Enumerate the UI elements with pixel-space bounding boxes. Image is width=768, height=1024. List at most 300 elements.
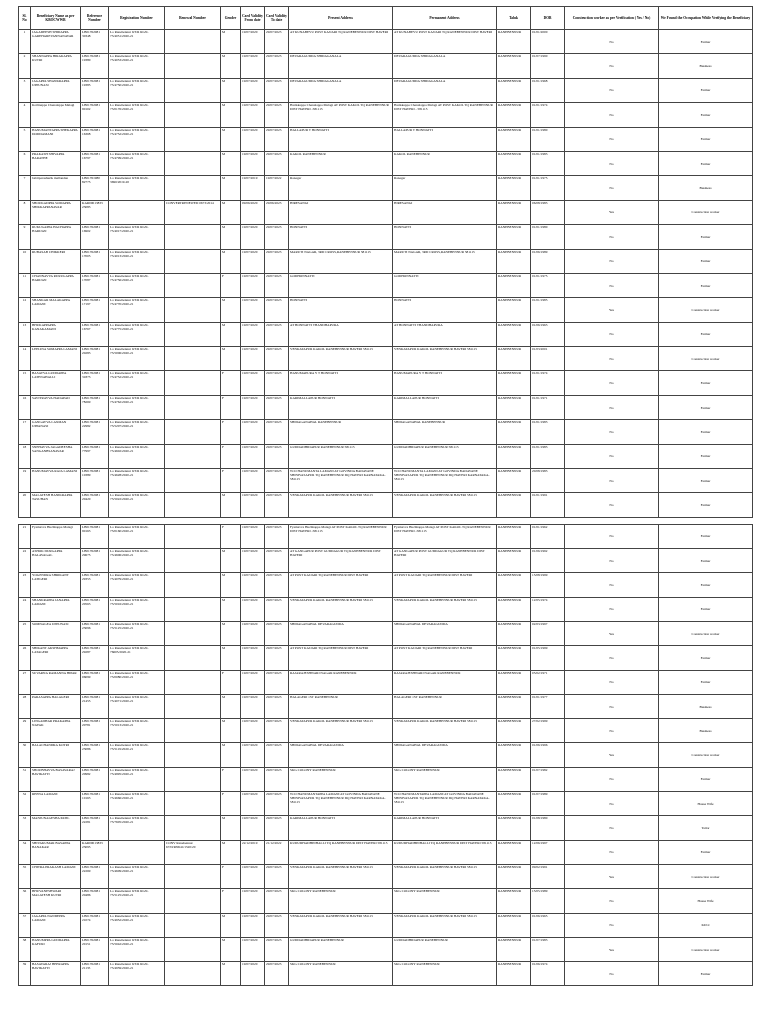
cell-to: 29/07/2023 [265,719,289,743]
table-row [19,573,753,597]
cell-g: M [221,549,241,573]
cell-sl: 23 [19,573,31,597]
cell-occ: Farmer [659,30,753,54]
cell-reg: Lo Ranebennur 9/3/R RGN-73/5006/2020-21 [109,347,165,371]
cell-occ: Farmer [659,395,753,419]
cell-taluk: RANEBENNUR [497,30,531,54]
beneficiary-table [18,6,753,518]
cell-ref: LB01762081 17005 [81,249,109,273]
cell-from: 19/07/2020 [241,151,265,175]
cell-occ: KULI [659,913,753,937]
cell-ref: LB01762081 77997 [81,444,109,468]
cell-reg: Lo Ranebennur 9/3/R RGN-73/4995/2020-21 [109,767,165,791]
cell-name: JAGAPPA SHANKRAPPA UPPUNASI [31,78,81,102]
cell-taluk: RANEBENNUR [497,646,531,670]
cell-taluk: RANEBENNUR [497,225,531,249]
cell-pres: AT KUNABEVU POST KAJJARI TQ RANEBENNUR DIST HAVERI [289,30,393,54]
cell-to: 29/07/2023 [265,792,289,816]
cell-to: 29/07/2023 [265,816,289,840]
cell-taluk: RANEBENNUR [497,694,531,718]
cell-sl: 3 [19,78,31,102]
cell-name: GANGAVVA LAXMAN UPPANASI [31,420,81,444]
cell-perm: SKG COLONY RANEBENNUR [393,889,497,913]
cell-from: 19/07/2020 [241,298,265,322]
cell-pres: VENKATAPUR KAKOL RANEBENNUR HAVERI 581115 [289,347,393,371]
cell-g: F [221,792,241,816]
cell-dob: 01/06/1992 [531,549,565,573]
cell-cw: No [565,444,659,468]
cell-dob: 01/01/1985 [531,298,565,322]
cell-perm: VENKATAPUR KAKOL RANEBENNUR HAVERI 581115 [393,597,497,621]
cell-ref: LB01762081 22982 [81,420,109,444]
cell-reg: Lo Ranebennur 9/3/R RGN-73/4952/2020-21 [109,913,165,937]
cell-taluk: RANEBENNUR [497,200,531,224]
cell-pres: SHIDAGANAHAL RANEBENNUR [289,420,393,444]
cell-perm: GUDDADHIDAPUR RANEBENNUR [393,937,497,961]
cell-perm: AT HONNATTI THANDHAPURA [393,322,497,346]
cell-name: SAVITRAVVA HADAPAD [31,395,81,419]
cell-pres: W/O HANUMANTAPPA LAMANI AT GOVINDA BADAVANE SHINIVASAPUR TQ RANEBENNUR DQ HAVERI KARNATAKA-581115 [289,792,393,816]
cell-occ: Farmer [659,225,753,249]
cell-pres: HALLAPUR T HONNATTI [289,127,393,151]
cell-sl: 32 [19,792,31,816]
cell-perm: AT GANGAPUR POST GUDDAGUR TQ RANEBENNUR DIST HAVERI [393,549,497,573]
cell-occ: Farmer [659,840,753,864]
cell-g: F [221,524,241,548]
cell-taluk: RANEBENNUR [497,549,531,573]
table-row [19,322,753,346]
cell-sl: 11 [19,273,31,297]
cell-to: 29/07/2023 [265,767,289,791]
cell-to: 29/07/2023 [265,322,289,346]
cell-name: BHUVANESHWARI MALATESH KUTRI [31,889,81,913]
cell-occ: Farmer [659,78,753,102]
column-header: Sl. No [19,7,31,30]
cell-sl: 15 [19,371,31,395]
cell-name: CHITRA PRAKASH LAMANI [31,864,81,888]
cell-ref: LB01762081 29287 [81,646,109,670]
cell-to: 21/12/2022 [265,840,289,864]
cell-taluk: RANEBENNUR [497,743,531,767]
cell-occ: Farmer [659,524,753,548]
cell-name: MALATESH HANIKRAPPA TASUHAN [31,493,81,517]
cell-sl: 21 [19,524,31,548]
cell-ref: LB01761980 82775 [81,176,109,200]
cell-name: Fyamavva Huchhappa Malagi [31,524,81,548]
cell-ref: LB01762081 19380 [81,54,109,78]
cell-to: 29/07/2023 [265,524,289,548]
cell-taluk: RANEBENNUR [497,469,531,493]
cell-g: M [221,54,241,78]
cell-from: 19/07/2020 [241,694,265,718]
cell-dob: 12/05/1974 [531,597,565,621]
cell-reg: Lo Ranebennur 9/3/R RGN-73/5125/2020-21 [109,622,165,646]
cell-dob: 01/01/1968 [531,78,565,102]
cell-taluk: RANEBENNUR [497,767,531,791]
cell-perm: W/O HANUMANTA LAMANI AT GOVINDA BADAVANE SHINIVASAPUR TQ RANEBENNUR DQ HAVERI KARNATAKA-581115 [393,469,497,493]
cell-pres: HONNATTI [289,298,393,322]
cell-name: BASAVARAJ BEERAPPA BAVIKATTI [31,962,81,986]
table-row [19,444,753,468]
cell-from: 19/07/2020 [241,395,265,419]
cell-name: CHANNAVVA RURUGAPPA HARIJAN [31,273,81,297]
cell-perm: HALLAPUR T HONNATTI [393,127,497,151]
cell-cw: No [565,493,659,517]
column-header: Renewal Number [165,7,221,30]
cell-pres: KARIMALLAPUR HONNATTI [289,395,393,419]
cell-taluk: RANEBENNUR [497,816,531,840]
cell-ref: LB01762081 23086 [81,743,109,767]
cell-perm: VENKATAPUR KAKOL RANEBENNUR HAVERI 581115 [393,347,497,371]
cell-perm: KAKOL RANEBENNUR [393,151,497,175]
cell-pres: VENKATAPUR KAKOL RANEBENNUR HAVERI 581115 [289,719,393,743]
cell-ren [165,962,221,986]
cell-taluk: RANEBENNUR [497,792,531,816]
cell-g: M [221,719,241,743]
cell-name: JAGAPPA NANDEPPA LAMANI [31,913,81,937]
column-header: Card Validity To date [265,7,289,30]
cell-to: 29/07/2023 [265,493,289,517]
cell-reg: Lo Ranebennur 9/3/R RGN-73/4666/2020-21 [109,792,165,816]
cell-to: 29/07/2023 [265,444,289,468]
cell-dob: 12/06/1997 [531,840,565,864]
cell-sl: 38 [19,937,31,961]
cell-g: M [221,78,241,102]
cell-cw: Yes [565,864,659,888]
cell-pres: GUDDADHIDAPUR RANEBENNUR 581115 [289,444,393,468]
cell-cw: Yes [565,298,659,322]
cell-from: 19/07/2020 [241,913,265,937]
cell-dob: 01/01/1991 [531,493,565,517]
cell-g: F [221,469,241,493]
cell-cw: No [565,962,659,986]
cell-g: M [221,743,241,767]
cell-ren [165,30,221,54]
cell-to: 29/07/2023 [265,670,289,694]
table-row [19,719,753,743]
cell-ren [165,151,221,175]
cell-name: LINGADHAR PRAKAPPA NAYAK [31,719,81,743]
cell-dob: 01/07/1982 [531,767,565,791]
cell-ref: LB01762081 22269 [81,864,109,888]
cell-ref: LB01762081 20563 [81,597,109,621]
cell-cw: Yes [565,937,659,961]
cell-ren [165,694,221,718]
cell-occ: Tailor [659,816,753,840]
cell-name: JAGADEESH SHIDAPPA GAREHAREVANNANAVAR [31,30,81,54]
cell-sl: 34 [19,840,31,864]
cell-to: 29/07/2023 [265,573,289,597]
cell-cw: No [565,395,659,419]
cell-dob: 20/08/1983 [531,469,565,493]
cell-ren [165,78,221,102]
cell-reg: Lo Ranebennur 9/3/R RGN-73/5022/2020-21 [109,493,165,517]
cell-cw: No [565,322,659,346]
table-row [19,694,753,718]
cell-reg: Lo Ranebennur 9/3/R RGN-73/4775/2020-21 [109,322,165,346]
cell-ref: LB01762081 10163 [81,792,109,816]
table-row [19,54,753,78]
table-row [19,127,753,151]
cell-name: RUBASAB CHIKKERI [31,249,81,273]
cell-ren [165,913,221,937]
cell-pres: Fyamavva Huchhappa Malagi AT POST KAKOL TQ RANEBENNUR DIST HAVERI -581115 [289,524,393,548]
cell-occ: Construction worker [659,200,753,224]
cell-name: RUKUGAPPA HACHAPPA HARIJAN [31,225,81,249]
cell-g: M [221,913,241,937]
cell-taluk: RANEBENNUR [497,249,531,273]
cell-perm: SKG COLONY RANEBENNUR [393,767,497,791]
cell-pres: AT POST KAJJARI TQ RANEBENNUR DIST HAVERI [289,646,393,670]
cell-ren [165,646,221,670]
cell-reg: Lo Ranebennur 9/3/R RGN-3690/2019-20 [109,176,165,200]
cell-name: BASAVVA GUDDAPPA LATENAHALLI [31,371,81,395]
cell-sl: 9 [19,225,31,249]
cell-pres: SHIDAGANAHAL DEVARAGUDDA [289,622,393,646]
cell-occ: Construction worker [659,864,753,888]
cell-perm: AT POST KAJJARI TQ RANEBENNUR DIST HAVERI [393,573,497,597]
cell-ren [165,322,221,346]
cell-dob: 15/08/1999 [531,573,565,597]
cell-perm: HONNATTI [393,298,497,322]
cell-taluk: RANEBENNUR [497,371,531,395]
cell-dob: 01/07/1989 [531,792,565,816]
column-header: Taluk [497,7,531,30]
cell-reg: Lo Ranebennur 9/3/R RGN-73/5042/2020-21 [109,937,165,961]
cell-g: F [221,420,241,444]
cell-from: 19/07/2020 [241,249,265,273]
cell-name: SOMNAGEA UPPUNASI [31,622,81,646]
cell-occ: Construction worker [659,743,753,767]
cell-name: SUVARNA RAMANNA HIPAR [31,670,81,694]
cell-reg [109,840,165,864]
cell-taluk: RANEBENNUR [497,913,531,937]
cell-cw: No [565,889,659,913]
cell-pres: HONNATTI [289,225,393,249]
cell-pres: W/O HANUMANTA LAMANI AT GOVINDA BADAVANE SHINIVASAPUR TQ RANEBENNUR DQ HAVERI KARNATAKA-581115 [289,469,393,493]
cell-to: 29/07/2023 [265,549,289,573]
cell-ref: LB01762081 17197 [81,298,109,322]
cell-reg [109,200,165,224]
cell-sl: 17 [19,420,31,444]
cell-to: 29/06/2023 [265,200,289,224]
cell-name: SHIVAKUMAR BASAPPA BANAKAR [31,840,81,864]
cell-occ: Farmer [659,670,753,694]
cell-from: 19/07/2020 [241,444,265,468]
table-row [19,469,753,493]
cell-sl: 35 [19,864,31,888]
cell-ren [165,622,221,646]
table-row [19,670,753,694]
cell-dob: 01/01/1975 [531,273,565,297]
cell-perm: AT KUNABEVU POST KAJJARI TQ RANEBENNUR DIST HAVERI [393,30,497,54]
cell-cw: No [565,670,659,694]
cell-taluk: RANEBENNUR [497,670,531,694]
table-row [19,549,753,573]
cell-sl: 12 [19,298,31,322]
cell-pres: SKG COLONY RANEBENNUR [289,962,393,986]
cell-perm: Fyamavva Huchhappa Malagi AT POST KAKOL TQ RANEBENNUR DIST HAVERI -581115 [393,524,497,548]
cell-name: SNEHAVVA JAGADEESHA SANGANBSANAVAR [31,444,81,468]
cell-to: 29/07/2023 [265,937,289,961]
cell-ren [165,298,221,322]
cell-dob: 01/01/1983 [531,151,565,175]
cell-reg: Lo Ranebennur 9/3/R RGN-73/4071/2020-21 [109,694,165,718]
cell-to: 29/07/2023 [265,54,289,78]
cell-reg: Lo Ranebennur 9/3/R RGN-73/4752/2020-21 [109,371,165,395]
cell-to: 29/07/2023 [265,864,289,888]
cell-sl: 24 [19,597,31,621]
cell-reg: Lo Ranebennur 9/3/R RGN-73/5016/2020-21 [109,597,165,621]
cell-dob: 01/01/1983 [531,444,565,468]
cell-occ: Farmer [659,322,753,346]
cell-taluk: RANEBENNUR [497,176,531,200]
cell-pres: VENKATAPUR KAKOL RANEBENNUR HAVERI 581115 [289,597,393,621]
cell-ren [165,420,221,444]
cell-dob: 01/01/1975 [531,176,565,200]
cell-occ: Farmer [659,444,753,468]
column-header: Reference Number [81,7,109,30]
cell-sl: 5 [19,127,31,151]
cell-occ: Business [659,54,753,78]
cell-pres: DEVARAGUDDA SHIDAGANALA [289,54,393,78]
cell-from: 19/07/2020 [241,719,265,743]
cell-sl: 29 [19,719,31,743]
cell-pres: SKG COLONY RANEBENNUR [289,767,393,791]
cell-dob: 01/01/1971 [531,395,565,419]
table-row [19,151,753,175]
cell-perm: VENKATAPUR KAKOL RANEBENNUR HAVERI 581115 [393,864,497,888]
cell-ref: LB01762081 19385 [81,78,109,102]
cell-ren [165,493,221,517]
cell-perm: SHIDAGANAHAL RANEBENNUR [393,420,497,444]
cell-sl: 37 [19,913,31,937]
cell-occ: Farmer [659,646,753,670]
cell-from: 19/07/2020 [241,864,265,888]
cell-ref: LB01762081 21074 [81,913,109,937]
cell-perm: VENKATAPUR KAKOL RANEBENNUR HAVERI 581115 [393,719,497,743]
cell-cw: No [565,840,659,864]
cell-cw: No [565,597,659,621]
cell-from: 19/07/2020 [241,127,265,151]
cell-ren [165,249,221,273]
cell-from: 19/07/2020 [241,30,265,54]
cell-ref: LB01762081 06099 [81,670,109,694]
cell-reg: Lo Ranebennur 9/3/R RGN-73/4756/2020-21 [109,273,165,297]
cell-cw: No [565,913,659,937]
cell-dob: 01/01/2000 [531,30,565,54]
cell-g: M [221,573,241,597]
cell-name: babitparashurik mallandan [31,176,81,200]
cell-dob: 27/02/1999 [531,719,565,743]
cell-g: M [221,151,241,175]
cell-taluk: RANEBENNUR [497,347,531,371]
cell-to: 29/07/2023 [265,622,289,646]
cell-dob: 01/05/1999 [531,646,565,670]
cell-ref: LB01762081 22281 [81,816,109,840]
cell-dob: 01/01/1974 [531,103,565,127]
cell-g: F [221,395,241,419]
cell-sl: 1 [19,30,31,54]
cell-ren [165,347,221,371]
cell-g: M [221,646,241,670]
cell-cw: Yes [565,743,659,767]
cell-name: PRAKASH SHIVAPPA BARATHE [31,151,81,175]
cell-occ: Farmer [659,249,753,273]
cell-ren [165,176,221,200]
cell-ren [165,549,221,573]
cell-from: 19/07/2020 [241,420,265,444]
cell-reg: Lo Ranebennur 9/3/R RGN-73/4602/2020-21 [109,444,165,468]
cell-to: 29/07/2023 [265,962,289,986]
cell-g: M [221,30,241,54]
cell-name: HANUMPPA GUDDAPPA KAFURI [31,937,81,961]
cell-to: 29/07/2023 [265,371,289,395]
cell-name: BALACHANDRA KOTRI [31,743,81,767]
cell-name: PARASAPPA HALAGERI [31,694,81,718]
cell-ren [165,864,221,888]
cell-reg: Lo Ranebennur 9/3/R RGN-73/5119/2020-21 [109,743,165,767]
cell-perm: VENKATAPUR KAKOL RANEBENNUR HAVERI 581115 [393,913,497,937]
cell-ref: LB01762081 90102 [81,103,109,127]
cell-taluk: RANEBENNUR [497,937,531,961]
cell-sl: 20 [19,493,31,517]
cell-g: F [221,767,241,791]
cell-ref: KAR00013833 23095 [81,840,109,864]
table-row [19,200,753,224]
cell-ren [165,371,221,395]
cell-reg: Lo Ranebennur 9/3/R RGN-76605/2020-21 [109,646,165,670]
table-row [19,622,753,646]
cell-pres: KARIMALLAPUR HONNATTI [289,816,393,840]
table-row [19,524,753,548]
cell-g: M [221,937,241,961]
cell-to: 29/07/2023 [265,743,289,767]
cell-ref: LB01762081 31873 [81,371,109,395]
cell-occ: Construction worker [659,298,753,322]
cell-taluk: RANEBENNUR [497,597,531,621]
cell-to: 29/07/2023 [265,273,289,297]
cell-occ: Farmer [659,573,753,597]
cell-sl: 26 [19,646,31,670]
cell-from: 19/07/2020 [241,767,265,791]
cell-reg: Lo Ranebennur 9/3/R RGN-73/7605/2020-21 [109,816,165,840]
cell-cw: No [565,347,659,371]
cell-sl: 10 [19,249,31,273]
table-row [19,347,753,371]
cell-sl: 28 [19,694,31,718]
cell-ref: LB01762081 29353 [81,573,109,597]
cell-name: HANUMANTAPPA SHEKAPPA DODDAMANI [31,127,81,151]
cell-ref: LB01762081 20283 [81,347,109,371]
cell-occ: Farmer [659,151,753,175]
table-row [19,864,753,888]
cell-g: M [221,597,241,621]
cell-sl: 13 [19,322,31,346]
cell-from: 19/07/2020 [241,322,265,346]
cell-to: 29/07/2023 [265,395,289,419]
cell-ref: LB01762081 30348 [81,30,109,54]
cell-occ: Business [659,694,753,718]
table-row [19,597,753,621]
cell-taluk: RANEBENNUR [497,151,531,175]
cell-dob: 01/03/2001 [531,347,565,371]
cell-dob: 01/06/1965 [531,913,565,937]
cell-cw: No [565,78,659,102]
cell-from: 19/07/2020 [241,573,265,597]
cell-ren [165,573,221,597]
cell-cw: No [565,151,659,175]
